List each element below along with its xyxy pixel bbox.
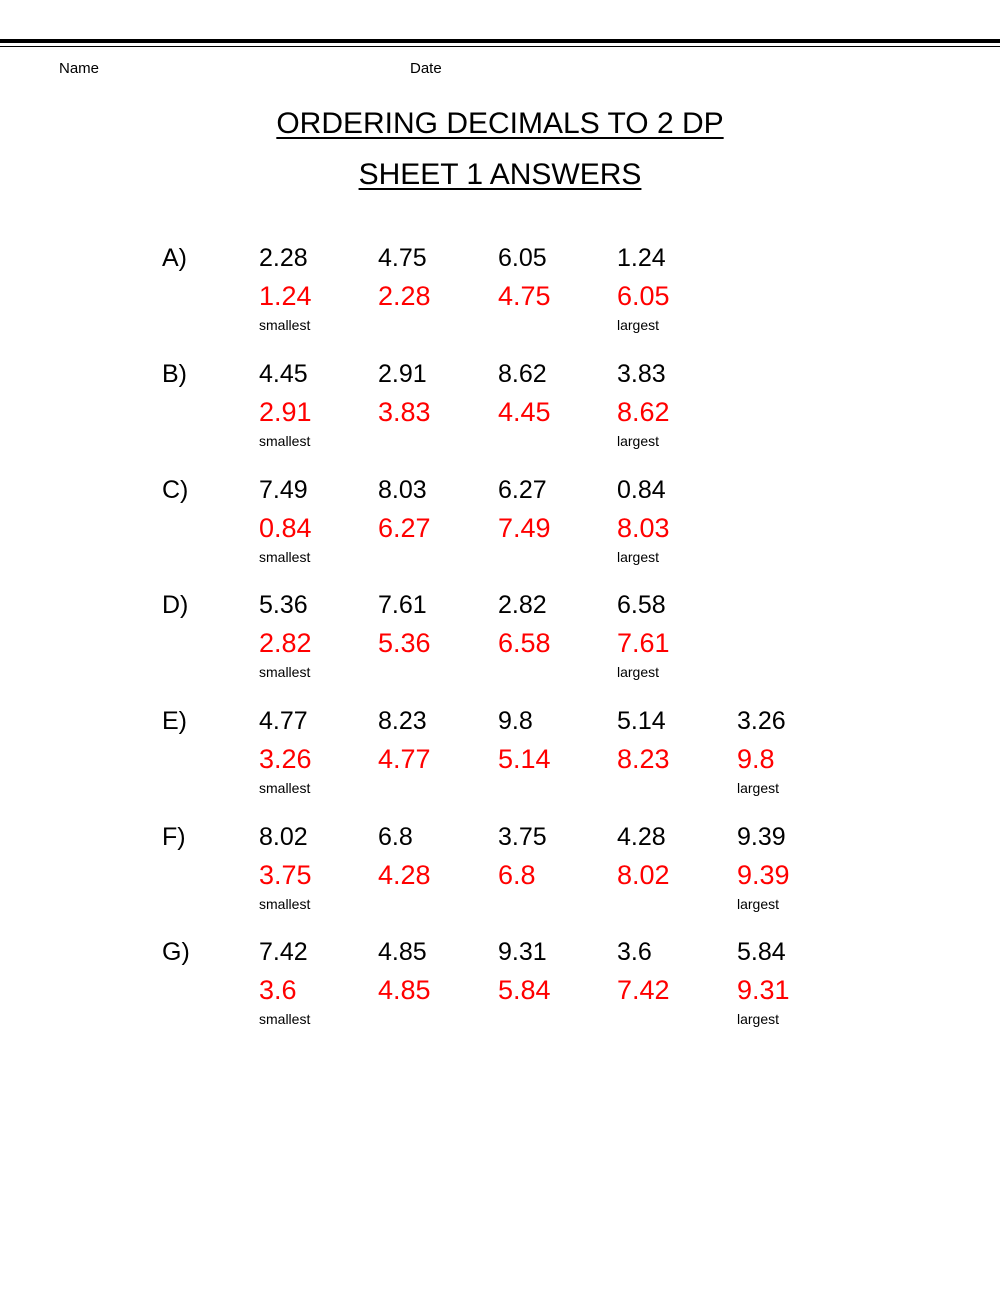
answer-number: 8.62 [617,397,670,427]
answer-number: 9.31 [737,975,790,1005]
answer-number: 1.24 [259,281,312,311]
answer-number: 8.03 [617,513,670,543]
answer-number: 2.28 [378,281,431,311]
problem-c [0,475,1000,571]
answer-number: 9.8 [737,744,775,774]
problem-d [0,590,1000,686]
smallest-label: smallest [259,780,311,796]
answer-number: 4.75 [498,281,551,311]
problem-g [0,937,1000,1033]
problem-f [0,822,1000,918]
answer-number: 3.75 [259,860,312,890]
given-number: 3.83 [617,360,666,388]
worksheet-subtitle-text: SHEET 1 ANSWERS [358,158,642,191]
largest-label: largest [617,317,660,333]
given-number: 5.36 [259,591,308,619]
name-label: Name [59,60,100,77]
largest-label: largest [617,664,660,680]
given-number: 3.6 [617,938,652,966]
answer-number: 2.82 [259,628,312,658]
answer-number: 3.26 [259,744,312,774]
given-number: 6.8 [378,823,413,851]
problem-e [0,706,1000,802]
answer-number: 8.23 [617,744,670,774]
answer-number: 6.05 [617,281,670,311]
answer-number: 8.02 [617,860,670,890]
top-rule-thin [0,46,1000,47]
largest-label: largest [617,549,660,565]
largest-label: largest [737,1011,780,1027]
given-number: 4.85 [378,938,427,966]
worksheet-title-text: ORDERING DECIMALS TO 2 DP [276,107,724,140]
given-number: 6.05 [498,244,547,272]
problem-letter: D) [162,591,189,619]
given-number: 4.28 [617,823,666,851]
answer-number: 5.36 [378,628,431,658]
given-number: 4.45 [259,360,308,388]
answer-number: 6.27 [378,513,431,543]
answer-number: 3.83 [378,397,431,427]
problem-letter: F) [162,823,186,851]
answer-number: 6.8 [498,860,536,890]
given-number: 8.02 [259,823,308,851]
smallest-label: smallest [259,664,311,680]
given-number: 2.91 [378,360,427,388]
smallest-label: smallest [259,1011,311,1027]
problem-letter: B) [162,360,187,388]
given-number: 0.84 [617,476,666,504]
given-number: 9.39 [737,823,786,851]
answer-number: 7.42 [617,975,670,1005]
given-number: 7.61 [378,591,427,619]
smallest-label: smallest [259,433,311,449]
given-number: 7.42 [259,938,308,966]
top-rule-thick [0,39,1000,43]
worksheet-title [0,106,1000,142]
given-number: 2.82 [498,591,547,619]
answer-number: 4.28 [378,860,431,890]
smallest-label: smallest [259,896,311,912]
answer-number: 4.77 [378,744,431,774]
problem-letter: E) [162,707,187,735]
answer-number: 0.84 [259,513,312,543]
given-number: 3.75 [498,823,547,851]
given-number: 2.28 [259,244,308,272]
answer-number: 5.14 [498,744,551,774]
answer-number: 3.6 [259,975,297,1005]
answer-number: 9.39 [737,860,790,890]
answer-number: 2.91 [259,397,312,427]
smallest-label: smallest [259,317,311,333]
problem-b [0,359,1000,455]
answer-number: 7.61 [617,628,670,658]
given-number: 3.26 [737,707,786,735]
problem-a [0,243,1000,339]
answer-number: 6.58 [498,628,551,658]
given-number: 6.27 [498,476,547,504]
worksheet-subtitle [0,157,1000,193]
answer-number: 7.49 [498,513,551,543]
answer-number: 5.84 [498,975,551,1005]
largest-label: largest [737,780,780,796]
answer-number: 4.85 [378,975,431,1005]
given-number: 7.49 [259,476,308,504]
largest-label: largest [617,433,660,449]
given-number: 5.84 [737,938,786,966]
given-number: 5.14 [617,707,666,735]
given-number: 4.75 [378,244,427,272]
given-number: 9.8 [498,707,533,735]
given-number: 9.31 [498,938,547,966]
problem-letter: A) [162,244,187,272]
given-number: 6.58 [617,591,666,619]
smallest-label: smallest [259,549,311,565]
largest-label: largest [737,896,780,912]
given-number: 1.24 [617,244,666,272]
problem-letter: C) [162,476,189,504]
date-label: Date [410,60,442,77]
answer-number: 4.45 [498,397,551,427]
given-number: 8.23 [378,707,427,735]
given-number: 8.62 [498,360,547,388]
problem-letter: G) [162,938,190,966]
given-number: 8.03 [378,476,427,504]
given-number: 4.77 [259,707,308,735]
